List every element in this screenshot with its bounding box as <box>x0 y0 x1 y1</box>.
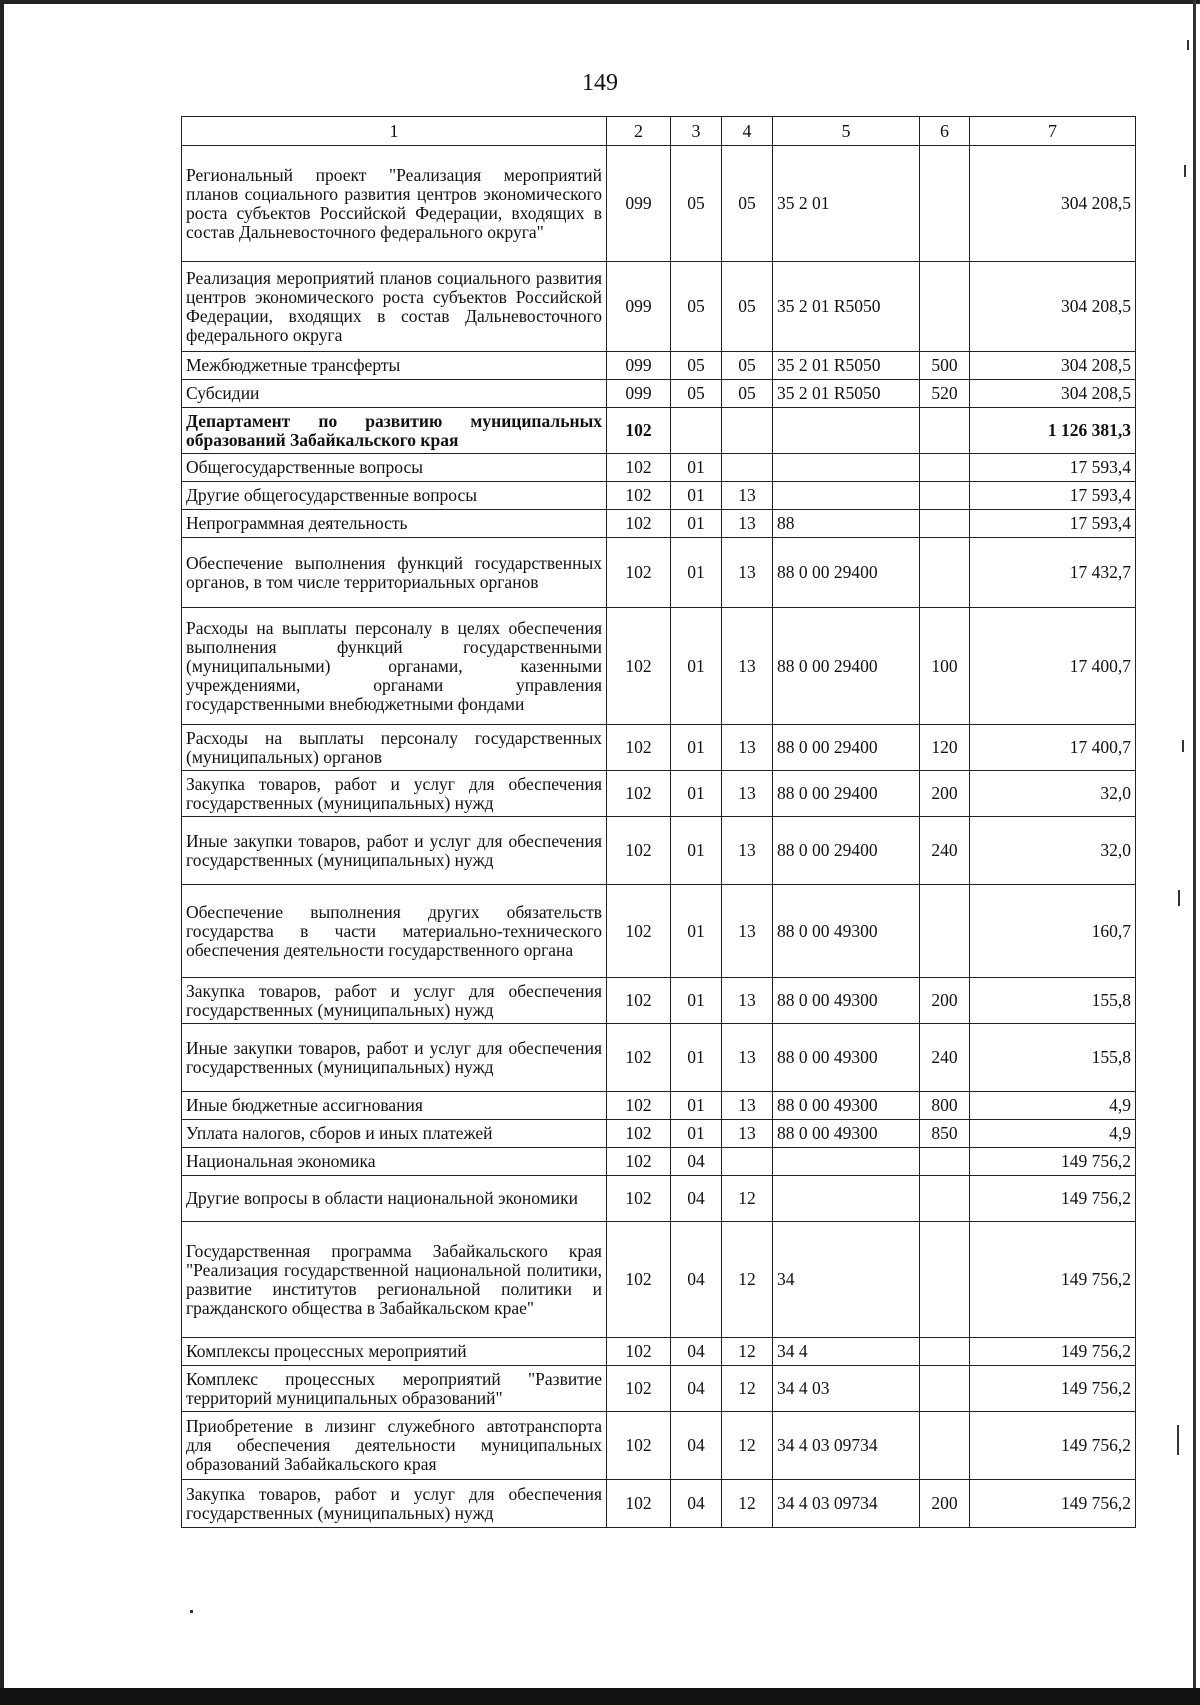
row-target-article-cell <box>773 1176 920 1222</box>
scan-speck <box>1187 40 1189 50</box>
row-ministry-code-cell: 102 <box>607 1148 671 1176</box>
header-cell: 7 <box>970 117 1136 146</box>
row-section-code-cell: 01 <box>671 538 722 608</box>
row-expense-type-cell: 500 <box>920 352 970 380</box>
row-name-cell: Реализация мероприятий планов социального развития центров экономического роста субъектов Российской Федерации, входящих в состав Дальневосточного федерального округа <box>182 262 607 352</box>
row-name-cell: Уплата налогов, сборов и иных платежей <box>182 1120 607 1148</box>
table-row <box>182 1024 1136 1092</box>
row-name-cell: Иные закупки товаров, работ и услуг для обеспечения государственных (муниципальных) нужд <box>182 1024 607 1092</box>
row-amount-cell: 149 756,2 <box>970 1412 1136 1480</box>
row-expense-type-cell <box>920 538 970 608</box>
row-section-code-cell: 05 <box>671 380 722 408</box>
row-subsection-code-cell: 12 <box>722 1176 773 1222</box>
row-name-cell: Иные бюджетные ассигнования <box>182 1092 607 1120</box>
row-target-article-cell <box>773 408 920 454</box>
row-ministry-code-cell: 102 <box>607 725 671 771</box>
row-section-code-cell: 04 <box>671 1338 722 1366</box>
scan-speck <box>1177 1425 1179 1455</box>
row-target-article-cell: 88 0 00 49300 <box>773 1120 920 1148</box>
row-name-cell: Комплексы процессных мероприятий <box>182 1338 607 1366</box>
header-cell: 5 <box>773 117 920 146</box>
row-ministry-code-cell: 102 <box>607 885 671 978</box>
row-target-article-cell: 88 0 00 29400 <box>773 538 920 608</box>
table-row <box>182 538 1136 608</box>
row-target-article-cell: 34 4 03 09734 <box>773 1412 920 1480</box>
row-section-code-cell: 01 <box>671 771 722 817</box>
row-target-article-cell: 88 0 00 29400 <box>773 608 920 725</box>
row-section-code-cell: 01 <box>671 978 722 1024</box>
row-section-code-cell: 04 <box>671 1148 722 1176</box>
row-ministry-code-cell: 099 <box>607 352 671 380</box>
table-row <box>182 885 1136 978</box>
row-target-article-cell: 88 0 00 49300 <box>773 885 920 978</box>
row-section-code-cell: 04 <box>671 1176 722 1222</box>
row-expense-type-cell <box>920 262 970 352</box>
row-name-cell: Расходы на выплаты персоналу в целях обеспечения выполнения функций государственными (муниципальными) органами, казенными учреждениями, органами управления государственными внебюджетными фондами <box>182 608 607 725</box>
table-row <box>182 454 1136 482</box>
row-target-article-cell: 35 2 01 R5050 <box>773 352 920 380</box>
row-expense-type-cell: 800 <box>920 1092 970 1120</box>
table-row <box>182 510 1136 538</box>
row-ministry-code-cell: 102 <box>607 1120 671 1148</box>
row-amount-cell: 149 756,2 <box>970 1176 1136 1222</box>
table-row <box>182 380 1136 408</box>
table-row <box>182 1092 1136 1120</box>
row-ministry-code-cell: 099 <box>607 262 671 352</box>
table-row <box>182 482 1136 510</box>
scan-edge-right <box>1193 0 1196 1705</box>
row-subsection-code-cell: 13 <box>722 608 773 725</box>
row-ministry-code-cell: 102 <box>607 408 671 454</box>
row-subsection-code-cell <box>722 408 773 454</box>
row-target-article-cell: 88 0 00 49300 <box>773 978 920 1024</box>
row-name-cell: Приобретение в лизинг служебного автотранспорта для обеспечения деятельности муниципальных образований Забайкальского края <box>182 1412 607 1480</box>
row-target-article-cell <box>773 454 920 482</box>
header-cell: 1 <box>182 117 607 146</box>
row-section-code-cell <box>671 408 722 454</box>
row-target-article-cell: 88 0 00 49300 <box>773 1024 920 1092</box>
row-subsection-code-cell: 12 <box>722 1338 773 1366</box>
row-subsection-code-cell: 05 <box>722 380 773 408</box>
row-ministry-code-cell: 102 <box>607 1412 671 1480</box>
row-target-article-cell <box>773 1148 920 1176</box>
row-ministry-code-cell: 102 <box>607 510 671 538</box>
row-section-code-cell: 01 <box>671 510 722 538</box>
row-ministry-code-cell: 102 <box>607 608 671 725</box>
table-row <box>182 608 1136 725</box>
row-name-cell: Общегосударственные вопросы <box>182 454 607 482</box>
row-subsection-code-cell <box>722 454 773 482</box>
scan-speck <box>1182 740 1184 752</box>
row-name-cell: Закупка товаров, работ и услуг для обеспечения государственных (муниципальных) нужд <box>182 771 607 817</box>
table-row <box>182 1480 1136 1528</box>
row-amount-cell: 155,8 <box>970 978 1136 1024</box>
table-row <box>182 771 1136 817</box>
row-ministry-code-cell: 102 <box>607 817 671 885</box>
row-amount-cell: 4,9 <box>970 1120 1136 1148</box>
row-ministry-code-cell: 102 <box>607 1366 671 1412</box>
row-subsection-code-cell: 12 <box>722 1480 773 1528</box>
row-amount-cell: 149 756,2 <box>970 1480 1136 1528</box>
table-row <box>182 262 1136 352</box>
row-name-cell: Иные закупки товаров, работ и услуг для обеспечения государственных (муниципальных) нужд <box>182 817 607 885</box>
row-subsection-code-cell: 12 <box>722 1366 773 1412</box>
table-body <box>182 146 1136 1528</box>
row-amount-cell: 149 756,2 <box>970 1366 1136 1412</box>
row-target-article-cell <box>773 482 920 510</box>
row-target-article-cell: 34 <box>773 1222 920 1338</box>
row-subsection-code-cell: 13 <box>722 817 773 885</box>
row-amount-cell: 149 756,2 <box>970 1338 1136 1366</box>
table-row <box>182 352 1136 380</box>
row-expense-type-cell <box>920 1338 970 1366</box>
header-row <box>182 117 1136 146</box>
row-expense-type-cell: 520 <box>920 380 970 408</box>
row-section-code-cell: 01 <box>671 725 722 771</box>
row-ministry-code-cell: 102 <box>607 1480 671 1528</box>
row-section-code-cell: 01 <box>671 1092 722 1120</box>
scan-speck <box>1178 890 1180 906</box>
row-ministry-code-cell: 102 <box>607 1222 671 1338</box>
table-row <box>182 725 1136 771</box>
row-expense-type-cell <box>920 1176 970 1222</box>
header-cell: 2 <box>607 117 671 146</box>
row-subsection-code-cell: 05 <box>722 352 773 380</box>
scan-edge-top <box>0 0 1200 4</box>
row-section-code-cell: 04 <box>671 1412 722 1480</box>
table-row <box>182 146 1136 262</box>
row-amount-cell: 149 756,2 <box>970 1148 1136 1176</box>
row-ministry-code-cell: 102 <box>607 1024 671 1092</box>
row-section-code-cell: 01 <box>671 608 722 725</box>
row-name-cell: Субсидии <box>182 380 607 408</box>
row-name-cell: Государственная программа Забайкальского края "Реализация государственной национальной политики, развитие институтов региональной политики и гражданского общества в Забайкальском крае" <box>182 1222 607 1338</box>
row-section-code-cell: 01 <box>671 1120 722 1148</box>
row-name-cell: Непрограммная деятельность <box>182 510 607 538</box>
row-expense-type-cell: 120 <box>920 725 970 771</box>
row-subsection-code-cell: 13 <box>722 1024 773 1092</box>
row-subsection-code-cell: 13 <box>722 978 773 1024</box>
row-name-cell: Обеспечение выполнения функций государственных органов, в том числе территориальных органов <box>182 538 607 608</box>
row-section-code-cell: 04 <box>671 1366 722 1412</box>
row-ministry-code-cell: 102 <box>607 482 671 510</box>
row-target-article-cell: 88 0 00 29400 <box>773 771 920 817</box>
row-subsection-code-cell: 13 <box>722 725 773 771</box>
table-row <box>182 1412 1136 1480</box>
row-target-article-cell: 35 2 01 R5050 <box>773 380 920 408</box>
row-amount-cell: 17 432,7 <box>970 538 1136 608</box>
row-subsection-code-cell: 12 <box>722 1222 773 1338</box>
row-name-cell: Комплекс процессных мероприятий "Развитие территорий муниципальных образований" <box>182 1366 607 1412</box>
row-ministry-code-cell: 102 <box>607 1338 671 1366</box>
row-expense-type-cell: 100 <box>920 608 970 725</box>
row-subsection-code-cell: 13 <box>722 885 773 978</box>
row-target-article-cell: 88 0 00 49300 <box>773 1092 920 1120</box>
row-amount-cell: 149 756,2 <box>970 1222 1136 1338</box>
row-section-code-cell: 05 <box>671 352 722 380</box>
row-target-article-cell: 35 2 01 R5050 <box>773 262 920 352</box>
row-ministry-code-cell: 102 <box>607 1176 671 1222</box>
row-expense-type-cell <box>920 146 970 262</box>
row-name-cell: Другие общегосударственные вопросы <box>182 482 607 510</box>
table-row <box>182 1176 1136 1222</box>
table-row <box>182 1148 1136 1176</box>
row-subsection-code-cell: 13 <box>722 771 773 817</box>
row-subsection-code-cell <box>722 1148 773 1176</box>
row-section-code-cell: 01 <box>671 817 722 885</box>
row-amount-cell: 4,9 <box>970 1092 1136 1120</box>
row-amount-cell: 304 208,5 <box>970 352 1136 380</box>
row-amount-cell: 17 400,7 <box>970 608 1136 725</box>
table-row <box>182 1222 1136 1338</box>
row-name-cell: Закупка товаров, работ и услуг для обеспечения государственных (муниципальных) нужд <box>182 1480 607 1528</box>
row-target-article-cell: 34 4 <box>773 1338 920 1366</box>
row-subsection-code-cell: 05 <box>722 262 773 352</box>
row-subsection-code-cell: 13 <box>722 538 773 608</box>
row-target-article-cell: 34 4 03 <box>773 1366 920 1412</box>
row-ministry-code-cell: 102 <box>607 1092 671 1120</box>
table-row <box>182 817 1136 885</box>
row-name-cell: Национальная экономика <box>182 1148 607 1176</box>
row-amount-cell: 17 400,7 <box>970 725 1136 771</box>
scan-edge-bottom <box>0 1688 1200 1705</box>
header-cell: 6 <box>920 117 970 146</box>
row-target-article-cell: 88 0 00 29400 <box>773 817 920 885</box>
scan-edge-left <box>0 0 4 1705</box>
row-expense-type-cell <box>920 1222 970 1338</box>
row-amount-cell: 32,0 <box>970 817 1136 885</box>
row-name-cell: Региональный проект "Реализация мероприятий планов социального развития центров экономического роста субъектов Российской Федерации, входящих в состав Дальневосточного федерального округа" <box>182 146 607 262</box>
row-name-cell: Межбюджетные трансферты <box>182 352 607 380</box>
row-ministry-code-cell: 102 <box>607 978 671 1024</box>
row-section-code-cell: 01 <box>671 482 722 510</box>
row-subsection-code-cell: 13 <box>722 1092 773 1120</box>
row-expense-type-cell: 200 <box>920 771 970 817</box>
table-row <box>182 978 1136 1024</box>
row-ministry-code-cell: 102 <box>607 538 671 608</box>
row-amount-cell: 155,8 <box>970 1024 1136 1092</box>
row-expense-type-cell: 200 <box>920 978 970 1024</box>
row-section-code-cell: 04 <box>671 1222 722 1338</box>
row-name-cell: Расходы на выплаты персоналу государственных (муниципальных) органов <box>182 725 607 771</box>
row-amount-cell: 17 593,4 <box>970 482 1136 510</box>
row-target-article-cell: 34 4 03 09734 <box>773 1480 920 1528</box>
table-row <box>182 1338 1136 1366</box>
row-target-article-cell: 35 2 01 <box>773 146 920 262</box>
row-section-code-cell: 05 <box>671 262 722 352</box>
row-expense-type-cell <box>920 454 970 482</box>
row-amount-cell: 304 208,5 <box>970 380 1136 408</box>
row-expense-type-cell <box>920 1148 970 1176</box>
row-expense-type-cell: 240 <box>920 1024 970 1092</box>
row-section-code-cell: 01 <box>671 885 722 978</box>
row-name-cell: Обеспечение выполнения других обязательств государства в части материально-технического обеспечения деятельности государственного органа <box>182 885 607 978</box>
row-expense-type-cell <box>920 1366 970 1412</box>
row-section-code-cell: 01 <box>671 454 722 482</box>
row-name-cell: Закупка товаров, работ и услуг для обеспечения государственных (муниципальных) нужд <box>182 978 607 1024</box>
scan-speck <box>1184 165 1186 177</box>
header-cell: 3 <box>671 117 722 146</box>
row-amount-cell: 17 593,4 <box>970 510 1136 538</box>
row-subsection-code-cell: 12 <box>722 1412 773 1480</box>
row-expense-type-cell <box>920 1412 970 1480</box>
header-cell: 4 <box>722 117 773 146</box>
table-row <box>182 408 1136 454</box>
row-subsection-code-cell: 13 <box>722 510 773 538</box>
row-name-cell: Другие вопросы в области национальной экономики <box>182 1176 607 1222</box>
row-section-code-cell: 01 <box>671 1024 722 1092</box>
table-row <box>182 1120 1136 1148</box>
row-expense-type-cell <box>920 482 970 510</box>
row-section-code-cell: 04 <box>671 1480 722 1528</box>
row-subsection-code-cell: 13 <box>722 1120 773 1148</box>
row-subsection-code-cell: 05 <box>722 146 773 262</box>
row-expense-type-cell <box>920 510 970 538</box>
row-ministry-code-cell: 102 <box>607 771 671 817</box>
row-subsection-code-cell: 13 <box>722 482 773 510</box>
row-amount-cell: 304 208,5 <box>970 262 1136 352</box>
row-expense-type-cell <box>920 885 970 978</box>
budget-table <box>181 116 1136 1528</box>
row-expense-type-cell: 200 <box>920 1480 970 1528</box>
row-amount-cell: 160,7 <box>970 885 1136 978</box>
row-expense-type-cell: 850 <box>920 1120 970 1148</box>
row-amount-cell: 1 126 381,3 <box>970 408 1136 454</box>
row-amount-cell: 32,0 <box>970 771 1136 817</box>
row-section-code-cell: 05 <box>671 146 722 262</box>
row-amount-cell: 304 208,5 <box>970 146 1136 262</box>
table-row <box>182 1366 1136 1412</box>
row-name-cell: Департамент по развитию муниципальных образований Забайкальского края <box>182 408 607 454</box>
row-ministry-code-cell: 102 <box>607 454 671 482</box>
row-amount-cell: 17 593,4 <box>970 454 1136 482</box>
scan-speck <box>190 1610 193 1613</box>
row-ministry-code-cell: 099 <box>607 146 671 262</box>
row-target-article-cell: 88 <box>773 510 920 538</box>
page-number: 149 <box>582 70 618 96</box>
row-target-article-cell: 88 0 00 29400 <box>773 725 920 771</box>
row-expense-type-cell: 240 <box>920 817 970 885</box>
row-expense-type-cell <box>920 408 970 454</box>
row-ministry-code-cell: 099 <box>607 380 671 408</box>
